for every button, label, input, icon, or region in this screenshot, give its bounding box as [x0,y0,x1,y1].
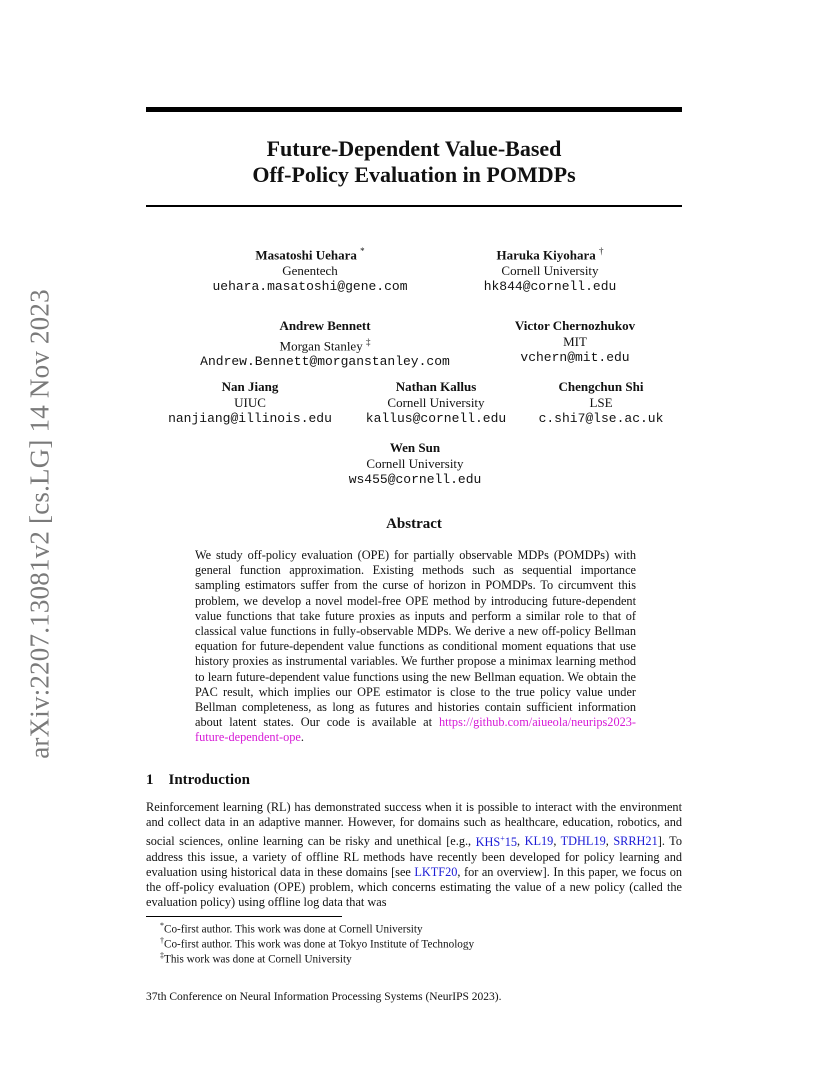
author-email[interactable]: c.shi7@lse.ac.uk [538,411,664,426]
author-name: Wen Sun [389,440,441,455]
footnote-rule [146,916,342,917]
citation-link[interactable]: KL19 [524,834,554,849]
abstract-heading: Abstract [386,516,442,532]
paper-title-line-1: Future-Dependent Value-Based [266,136,562,161]
author-email[interactable]: vchern@mit.edu [520,350,630,365]
section-heading [146,772,250,789]
author-name: Victor Chernozhukov [514,318,636,333]
author-block [450,243,650,295]
conference-note: 37th Conference on Neural Information Processing Systems (NeurIPS 2023). [146,991,502,1003]
author-email[interactable]: Andrew.Bennett@morganstanley.com [200,354,450,370]
author-block [185,318,465,370]
footnote: ‡This work was done at Cornell University [160,951,352,966]
author-affiliation: Cornell University [387,395,485,410]
footnote: *Co-first author. This work was done at Cornell University [160,921,423,936]
author-name: Haruka Kiyohara † [496,246,604,263]
intro-paragraph: Reinforcement learning (RL) has demonstrated success when it is possible to interact with the environment and collect data in an adaptive manner. However, for domains such as healthcare, education, robotics, and social sciences, online learning can be risky and unethical [e.g., KHS+15, KL19, TDHL19, SRRH21]. To address this issue, a variety of offline RL methods have recently been developed for policy learning and evaluation using historical data in these domains [see LKTF20, for an overview]. In this paper, we focus on the off-policy evaluation (OPE) problem, which concerns estimating the value of a new policy (called the evaluation policy) using offline log data that was [146,800,682,910]
paper-title-line-2: Off-Policy Evaluation in POMDPs [252,162,576,187]
author-affiliation: Cornell University [501,263,599,279]
author-email[interactable]: hk844@cornell.edu [483,279,617,295]
author-block [528,379,674,427]
author-name: Nan Jiang [221,379,279,394]
abstract-body: We study off-policy evaluation (OPE) for partially observable MDPs (POMDPs) with general function approximation. Existing methods such as sequential importance sampling estimators suffer from the curse of horizon in POMDPs. To circumvent this problem, we develop a novel model-free OPE method by introducing future-dependent value functions that take future proxies as inputs and perform a similar role to that of classical value functions in fully-observable MDPs. We derive a new off-policy Bellman equation for future-dependent value functions as conditional moment equations that use history proxies as instrumental variables. We further propose a minimax learning method to learn future-dependent value functions using the new Bellman equation. We obtain the PAC result, which implies our OPE estimator is close to the true policy value under Bellman completeness, as long as futures and histories contain sufficient information about latent states. Our code is available at https://github.com/aiueola/neurips2023-future-dependent-ope. [195,548,636,745]
citation-link[interactable]: KHS+15 [475,833,518,849]
section-number: 1 [146,772,154,788]
abstract-text: We study off-policy evaluation (OPE) for partially observable MDPs (POMDPs) with general function approximation. Existing methods such as sequential importance sampling estimators suffer from the curse of horizon in POMDPs. To circumvent this problem, we develop a novel model-free OPE method by introducing future-dependent value functions that take future proxies as inputs and perform a similar role to that of classical value functions in fully-observable MDPs. We derive a new off-policy Bellman equation for future-dependent value functions as conditional moment equations that use history proxies as instrumental variables. We further propose a minimax learning method to learn future-dependent value functions using the new Bellman equation. We obtain the PAC result, which implies our OPE estimator is close to the true policy value under Bellman completeness, as long as futures and histories contain sufficient information about latent states. Our code is available at [195,548,636,730]
author-block [490,318,660,366]
author-affiliation: MIT [563,334,587,349]
author-block [160,379,340,427]
arxiv-id: arXiv:2207.13081v2 [cs.LG] 14 Nov 2023 [24,289,55,759]
author-affiliation: Genentech [282,263,338,279]
author-name: Nathan Kallus [395,379,477,394]
author-email[interactable]: kallus@cornell.edu [365,411,507,426]
author-email[interactable]: nanjiang@illinois.edu [168,411,332,426]
title-top-rule [146,107,682,112]
section-title: Introduction [168,772,250,788]
citation-link[interactable]: SRRH21 [613,834,658,849]
author-email[interactable]: uehara.masatoshi@gene.com [212,279,408,295]
author-block [358,379,514,427]
author-email[interactable]: ws455@cornell.edu [348,472,482,487]
title-bottom-rule [146,205,682,207]
author-name: Andrew Bennett [279,318,371,333]
citation-link[interactable]: TDHL19 [560,834,606,849]
author-block [190,243,430,295]
author-block [330,440,500,488]
author-name: Chengchun Shi [558,379,644,394]
author-affiliation: UIUC [234,395,266,410]
author-affiliation: Cornell University [366,456,464,471]
citation-link[interactable]: LKTF20 [414,864,458,879]
author-affiliation: LSE [589,395,613,410]
author-name: Masatoshi Uehara * [255,246,365,263]
footnote: †Co-first author. This work was done at Tokyo Institute of Technology [160,936,475,951]
author-affiliation: Morgan Stanley ‡ [279,337,371,354]
code-link[interactable]: https://github.com/aiueola/neurips2023-future-dependent-ope [195,715,636,745]
